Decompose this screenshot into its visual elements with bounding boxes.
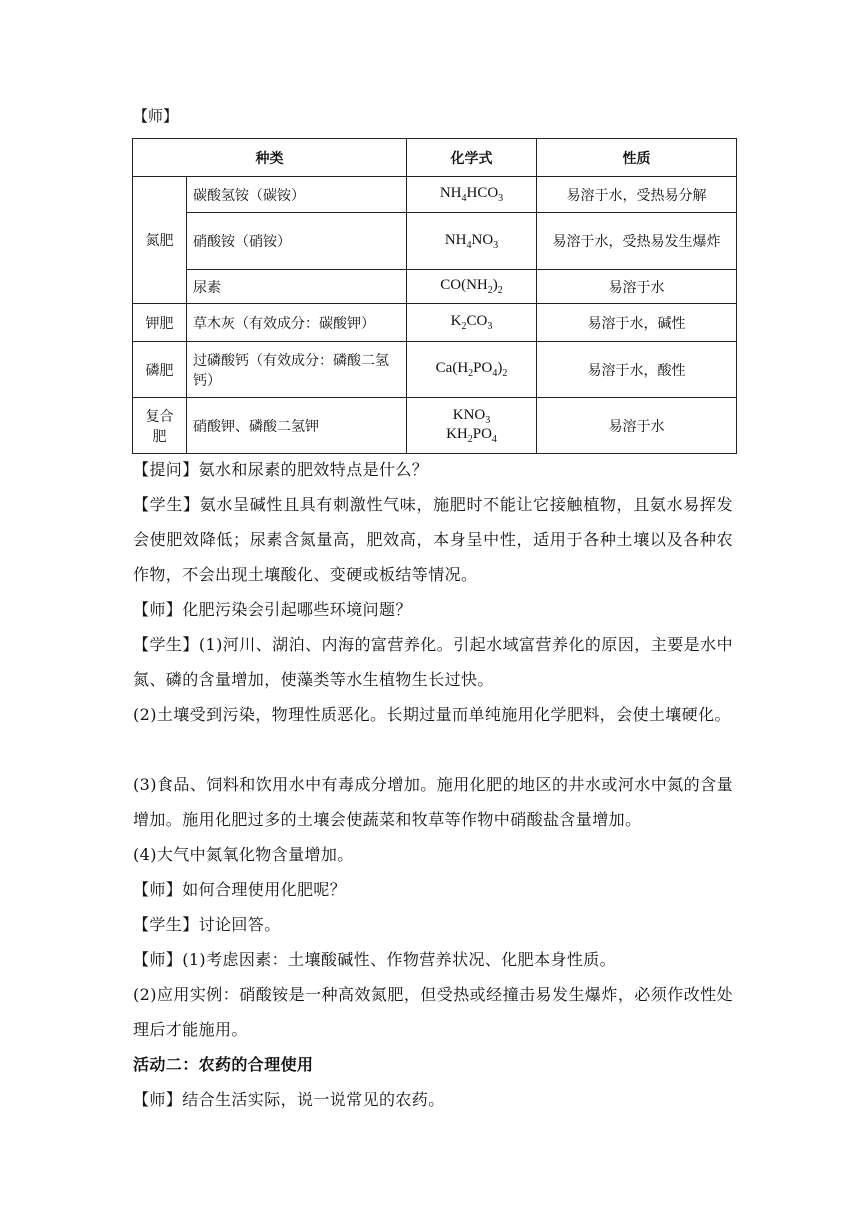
activity-heading: 活动二：农药的合理使用 [133, 1055, 314, 1074]
header-formula: 化学式 [407, 139, 537, 177]
name-cell: 硝酸钾、磷酸二氢钾 [187, 398, 407, 454]
table-row [133, 342, 737, 398]
table-header-row [133, 139, 737, 177]
property-cell: 易溶于水，碱性 [537, 304, 737, 342]
teacher-explain-2: (2)应用实例：硝酸铵是一种高效氮肥，但受热或经撞击易发生爆炸，必须作改性处理后才能施用。 [133, 985, 733, 1039]
table-row [133, 177, 737, 213]
group-cell: 磷肥 [133, 342, 187, 398]
answer-item-3: (3)食品、饲料和饮用水中有毒成分增加。施用化肥的地区的井水或河水中氮的含量增加。施用化肥过多的土壤会使蔬菜和牧草等作物中硝酸盐含量增加。 [133, 775, 733, 829]
header-property: 性质 [537, 139, 737, 177]
student-answer-1: 【学生】(1)河川、湖泊、内海的富营养化。引起水域富营养化的原因，主要是水中氮、磷的含量增加，使藻类等水生植物生长过快。 [133, 635, 733, 689]
answer-item-4: (4)大气中氮氧化物含量增加。 [133, 845, 354, 864]
property-cell: 易溶于水 [537, 270, 737, 304]
formula-cell: $NH_4HCO_3$ [407, 177, 537, 213]
answer-item-2: (2)土壤受到污染，物理性质恶化。长期过量而单纯施用化学肥料，会使土壤硬化。 [133, 705, 731, 724]
name-cell: 尿素 [187, 270, 407, 304]
formula-cell: $CO(NH_2)_2$ [407, 270, 537, 304]
group-cell: 复合肥 [133, 398, 187, 454]
table-row [133, 398, 737, 454]
property-cell: 易溶于水，酸性 [537, 342, 737, 398]
table-row [133, 270, 737, 304]
fertilizer-table [132, 138, 737, 454]
formula-cell: $Ca(H_2PO_4)_2$ [407, 342, 537, 398]
teacher-question-paragraph: 【师】如何合理使用化肥呢？ [133, 880, 347, 899]
name-cell: 硝酸铵（硝铵） [187, 213, 407, 270]
name-cell: 过磷酸钙（有效成分：磷酸二氢钙） [187, 342, 407, 398]
table-row [133, 213, 737, 270]
group-cell: 氮肥 [133, 177, 187, 304]
formula-cell: $NH_4NO_3$ [407, 213, 537, 270]
property-cell: 易溶于水，受热易分解 [537, 177, 737, 213]
header-category: 种类 [133, 139, 407, 177]
question-paragraph: 【提问】氨水和尿素的肥效特点是什么？ [133, 460, 429, 479]
property-cell: 易溶于水 [537, 398, 737, 454]
property-cell: 易溶于水，受热易发生爆炸 [537, 213, 737, 270]
student-reply-paragraph: 【学生】讨论回答。 [133, 915, 281, 934]
student-answer-paragraph: 【学生】氨水呈碱性且具有刺激性气味，施肥时不能让它接触植物，且氨水易挥发会使肥效降低；尿素含氮量高，肥效高，本身呈中性，适用于各种土壤以及各种农作物，不会出现土壤酸化、变硬或板结等情况。 [133, 495, 733, 584]
teacher-prompt-paragraph: 【师】结合生活实际，说一说常见的农药。 [133, 1090, 445, 1109]
formula-cell: $KNO_3$ $KH_2PO_4$ [407, 398, 537, 454]
teacher-question-paragraph: 【师】化肥污染会引起哪些环境问题？ [133, 600, 412, 619]
name-cell: 草木灰（有效成分：碳酸钾） [187, 304, 407, 342]
group-cell: 钾肥 [133, 304, 187, 342]
teacher-explain-1: 【师】(1)考虑因素：土壤酸碱性、作物营养状况、化肥本身性质。 [133, 950, 617, 969]
table-row [133, 304, 737, 342]
teacher-tag: 【师】 [133, 107, 179, 125]
name-cell: 碳酸氢铵（碳铵） [187, 177, 407, 213]
formula-cell: $K_2CO_3$ [407, 304, 537, 342]
